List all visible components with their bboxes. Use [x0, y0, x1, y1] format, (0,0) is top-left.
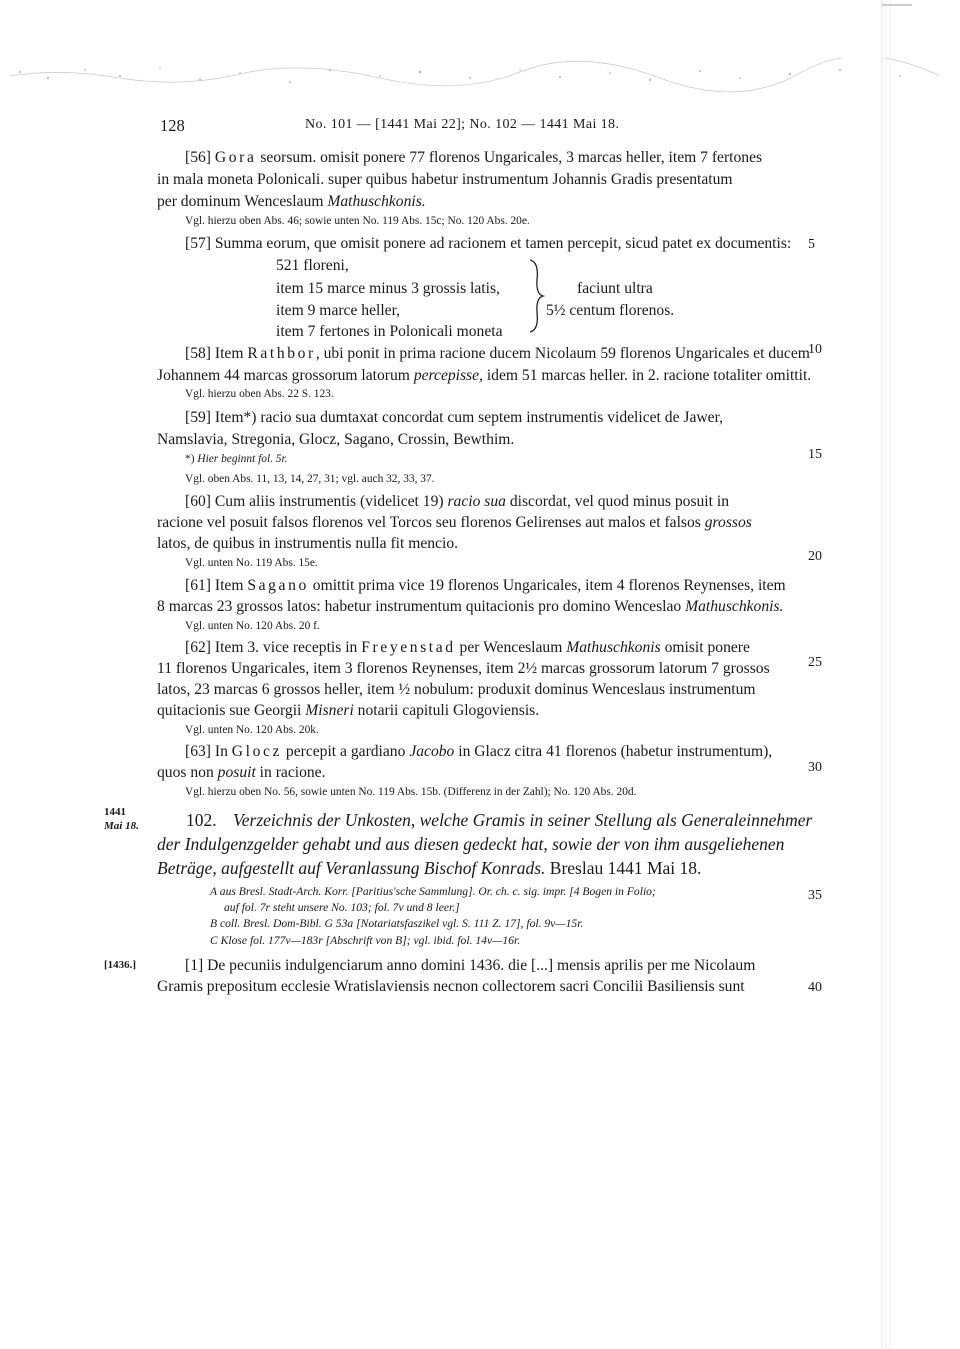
line-number: 5	[808, 237, 815, 252]
summary-result-2: 5½ centum florenos.	[546, 302, 675, 319]
paragraph-59-line-1: [59] Item*) racio sua dumtaxat concordat cum septem instrumentis videlicet de Jawer,	[185, 409, 724, 426]
paragraph-59-note: Vgl. oben Abs. 11, 13, 14, 27, 31; vgl. auch 32, 33, 37.	[185, 473, 435, 485]
margin-date: Mai 18.	[104, 820, 139, 832]
paragraph-63-note: Vgl. hierzu oben No. 56, sowie unten No. 119 Abs. 15b. (Differenz in der Zahl); No. 120 Abs. 20d.	[185, 786, 637, 798]
paragraph-62-line-2: 11 florenos Ungaricales, item 3 florenos Reynenses, item 2½ marcas grossorum latorum 7 grossos	[157, 660, 770, 677]
footnote: *) Hier beginnt fol. 5r.	[185, 453, 288, 465]
paragraph-60-line-2: racione vel posuit falsos florenos vel Torcos seu florenos Gelirenses aut malos et falsos grossos	[157, 514, 752, 531]
line-number: 25	[808, 655, 822, 670]
paragraph-62-note: Vgl. unten No. 120 Abs. 20k.	[185, 724, 319, 736]
scan-page-edge	[872, 0, 960, 1349]
summary-item-4: item 7 fertones in Polonicali moneta	[276, 323, 503, 340]
document-title-line-1: Verzeichnis der Unkosten, welche Gramis in seiner Stellung als Generaleinnehmer	[233, 810, 813, 830]
paragraph-1-line-2: Gramis prepositum ecclesie Wratislaviensis necnon collectorem sacri Concilii Basiliensis sunt	[157, 978, 745, 995]
summary-result-1: faciunt ultra	[577, 280, 653, 297]
paragraph-56-note: Vgl. hierzu oben Abs. 46; sowie unten No. 119 Abs. 15c; No. 120 Abs. 20e.	[185, 215, 530, 227]
summary-item-3: item 9 marce heller,	[276, 302, 401, 319]
summary-item-2: item 15 marce minus 3 grossis latis,	[276, 280, 500, 297]
line-number: 40	[808, 980, 822, 995]
document-title-line-2: der Indulgenzgelder gehabt und aus diesen gedeckt hat, sowie der von ihm ausgeliehenen	[157, 834, 785, 854]
scan-noise-band	[0, 58, 960, 98]
source-a-line-1: A aus Bresl. Stadt-Arch. Korr. [Paritius'sche Sammlung]. Or. ch. c. sig. impr. [4 Bogen in Folio;	[210, 885, 656, 898]
paragraph-62-line-3: latos, 23 marcas 6 grossos heller, item ½ nobulum: produxit dominus Wenceslaus instrumentum	[157, 681, 756, 698]
paragraph-59-line-2: Namslavia, Stregonia, Glocz, Sagano, Crossin, Bewthim.	[157, 431, 515, 448]
paragraph-1-line-1: [1] De pecuniis indulgenciarum anno domini 1436. die [...] mensis aprilis per me Nicolaum	[185, 957, 756, 974]
paragraph-56-line-1: [56] Gora seorsum. omisit ponere 77 florenos Ungaricales, 3 marcas heller, item 7 fertones	[185, 149, 763, 166]
paragraph-60-note: Vgl. unten No. 119 Abs. 15e.	[185, 557, 318, 569]
line-number: 20	[808, 549, 822, 564]
paragraph-61-line-1: [61] Item Sagano omittit prima vice 19 florenos Ungaricales, item 4 florenos Reynenses, item	[185, 577, 786, 594]
paragraph-56-line-2: in mala moneta Polonicali. super quibus habetur instrumentum Johannis Gradis presentatum	[157, 171, 733, 188]
paragraph-63-line-1: [63] In Glocz percepit a gardiano Jacobo in Glacz citra 41 florenos (habetur instrumentum),	[185, 743, 773, 760]
source-c: C Klose fol. 177v—183r [Abschrift von B]; vgl. ibid. fol. 14v—16r.	[210, 934, 521, 947]
line-number: 10	[808, 342, 822, 357]
paragraph-58-note: Vgl. hierzu oben Abs. 22 S. 123.	[185, 388, 334, 400]
paragraph-61-line-2: 8 marcas 23 grossos latos: habetur instrumentum quitacionis pro domino Wenceslao Mathuschkonis.	[157, 598, 784, 615]
margin-year: 1441	[104, 806, 126, 818]
paragraph-61-note: Vgl. unten No. 120 Abs. 20 f.	[185, 620, 320, 632]
running-title: No. 101 — [1441 Mai 22]; No. 102 — 1441 Mai 18.	[305, 117, 620, 132]
line-number: 15	[808, 447, 822, 462]
paragraph-58-line-2: Johannem 44 marcas grossorum latorum percepisse, idem 51 marcas heller. in 2. racione totaliter omittit.	[157, 367, 812, 384]
paragraph-62-line-4: quitacionis sue Georgii Misneri notarii capituli Glogoviensis.	[157, 702, 540, 719]
paragraph-57-line-1: [57] Summa eorum, que omisit ponere ad racionem et tamen percepit, sicud patet ex documentis:	[185, 235, 792, 252]
curly-brace	[527, 258, 545, 334]
page-number: 128	[160, 116, 185, 135]
summary-item-1: 521 floreni,	[276, 257, 349, 274]
paragraph-60-line-3: latos, de quibus in instrumentis nulla fit mencio.	[157, 535, 459, 552]
line-number: 30	[808, 760, 822, 775]
margin-bracket-date: [1436.]	[104, 959, 137, 971]
paragraph-56-line-3: per dominum Wenceslaum Mathuschkonis.	[157, 193, 426, 210]
paragraph-60-line-1: [60] Cum aliis instrumentis (videlicet 19) racio sua discordat, vel quod minus posuit in	[185, 493, 730, 510]
source-b: B coll. Bresl. Dom-Bibl. G 53a [Notariatsfaszikel vgl. S. 111 Z. 17], fol. 9v—15r.	[210, 917, 584, 930]
paragraph-62-line-1: [62] Item 3. vice receptis in Freyenstad per Wenceslaum Mathuschkonis omisit ponere	[185, 639, 750, 656]
source-a-line-2: auf fol. 7r steht unsere No. 103; fol. 7v und 8 leer.]	[224, 901, 460, 914]
document-number: 102.	[186, 810, 217, 830]
line-number: 35	[808, 888, 822, 903]
paragraph-58-line-1: [58] Item Rathbor, ubi ponit in prima racione ducem Nicolaum 59 florenos Ungaricales et ducem	[185, 345, 810, 362]
paragraph-63-line-2: quos non posuit in racione.	[157, 764, 326, 781]
document-title-line-3: Beträge, aufgestellt auf Veranlassung Bischof Konrads. Breslau 1441 Mai 18.	[157, 858, 702, 878]
